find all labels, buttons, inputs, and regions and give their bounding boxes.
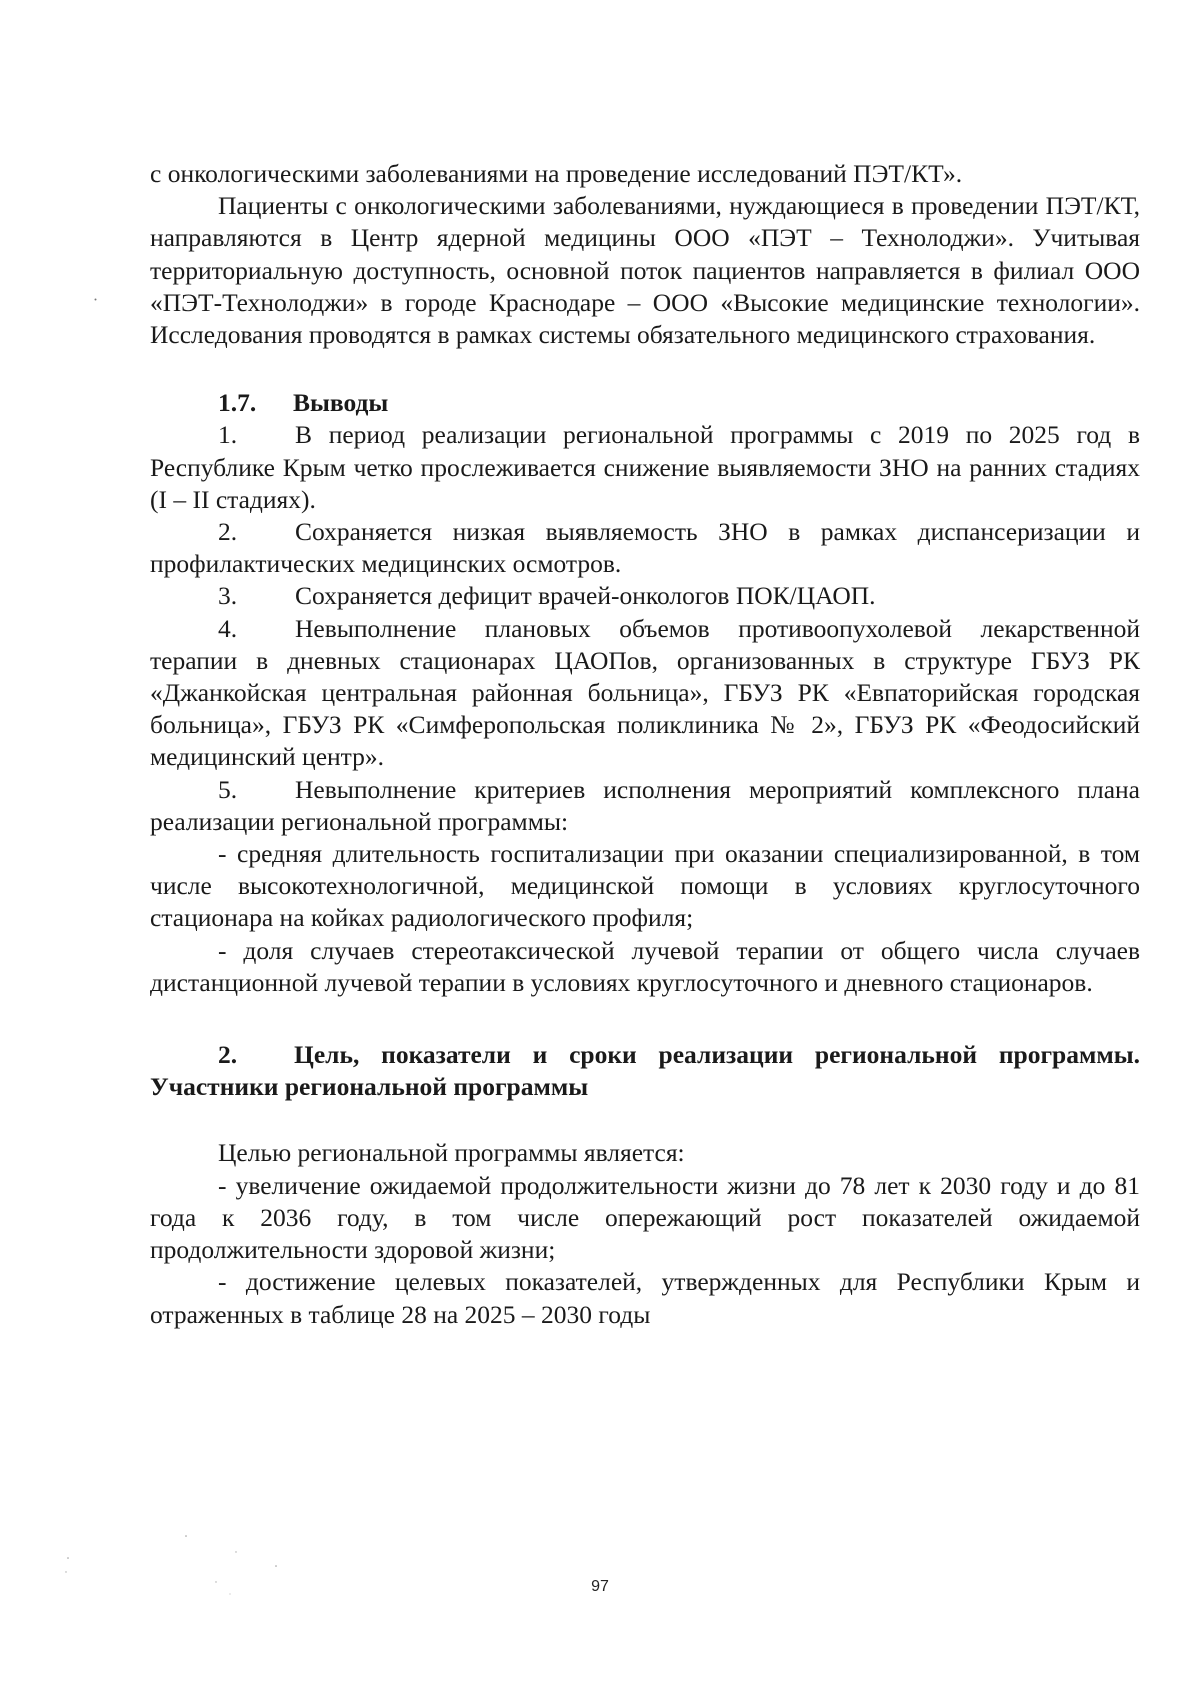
conclusion-item-2	[150, 516, 1140, 580]
spacer	[150, 999, 1140, 1031]
conclusion-item-4	[150, 613, 1140, 774]
item-number: 1.	[218, 420, 238, 450]
item-number: 2.	[218, 517, 238, 547]
item-text: Невыполнение плановых объемов противоопухолевой лекарственной терапии в дневных стационарах ЦАОПов, организованных в структуре ГБУЗ РК «Джанкойская центральная районная больница», ГБУЗ РК «Евпаторийская городская больница», ГБУЗ РК «Симферопольская поликлиника № 2», ГБУЗ РК «Феодосийский медицинский центр».	[150, 613, 1140, 772]
goal-bullet-2: - достижение целевых показателей, утвержденных для Республики Крым и отраженных в таблице 28 на 2025 – 2030 годы	[150, 1267, 1140, 1329]
paragraph-continuation: с онкологическими заболеваниями на проведение исследований ПЭТ/КТ».	[150, 159, 963, 188]
item-number: 3.	[218, 581, 238, 611]
section-heading-1-7	[218, 387, 1140, 419]
goal-intro: Целью региональной программы является:	[218, 1138, 685, 1168]
item-text: В период реализации региональной программы с 2019 по 2025 год в Республике Крым четко прослеживается снижение выявляемости ЗНО на ранних стадиях (I – II стадиях).	[150, 420, 1140, 514]
item-text: Сохраняется дефицит врачей-онкологов ПОК/ЦАОП.	[295, 581, 876, 611]
page-number: 97	[591, 1578, 609, 1595]
paragraph-pet-ct: Пациенты с онкологическими заболеваниями, нуждающиеся в проведении ПЭТ/КТ, направляются в Центр ядерной медицины ООО «ПЭТ – Технолоджи». Учитывая территориальную доступность, основной поток пациентов направляется в филиал ООО «ПЭТ-Технолоджи» в городе Краснодаре – ООО «Высокие медицинские технологии». Исследования проводятся в рамках системы обязательного медицинского страхования.	[150, 191, 1140, 350]
spacer	[150, 1103, 1140, 1137]
section-heading-2	[150, 1039, 1140, 1103]
item-text: Сохраняется низкая выявляемость ЗНО в рамках диспансеризации и профилактических медицинских осмотров.	[150, 517, 1140, 579]
conclusion-bullet-2: - доля случаев стереотаксической лучевой терапии от общего числа случаев дистанционной лучевой терапии в условиях круглосуточного и дневного стационаров.	[150, 935, 1140, 997]
section-title: Цель, показатели и сроки реализации региональной программы. Участники региональной программы	[150, 1040, 1140, 1102]
conclusion-item-5	[150, 774, 1140, 838]
document-body	[150, 158, 1140, 1331]
scan-speck	[94, 298, 97, 301]
item-number: 4.	[218, 613, 238, 643]
section-title: Выводы	[293, 388, 389, 418]
conclusion-item-3	[150, 580, 1140, 612]
spacer	[150, 351, 1140, 383]
conclusion-bullet-1: - средняя длительность госпитализации при оказании специализированной, в том числе высокотехнологичной, медицинской помощи в условиях круглосуточного стационара на койках радиологического профиля;	[150, 839, 1140, 933]
item-number: 5.	[218, 774, 238, 804]
section-number: 1.7.	[218, 388, 257, 418]
conclusion-item-1	[150, 419, 1140, 516]
item-text: Невыполнение критериев исполнения мероприятий комплексного плана реализации региональной программы:	[150, 774, 1140, 836]
section-number: 2.	[218, 1040, 238, 1070]
goal-bullet-1: - увеличение ожидаемой продолжительности жизни до 78 лет к 2030 году и до 81 года к 2036 году, в том числе опережающий рост показателей ожидаемой продолжительности здоровой жизни;	[150, 1170, 1140, 1265]
